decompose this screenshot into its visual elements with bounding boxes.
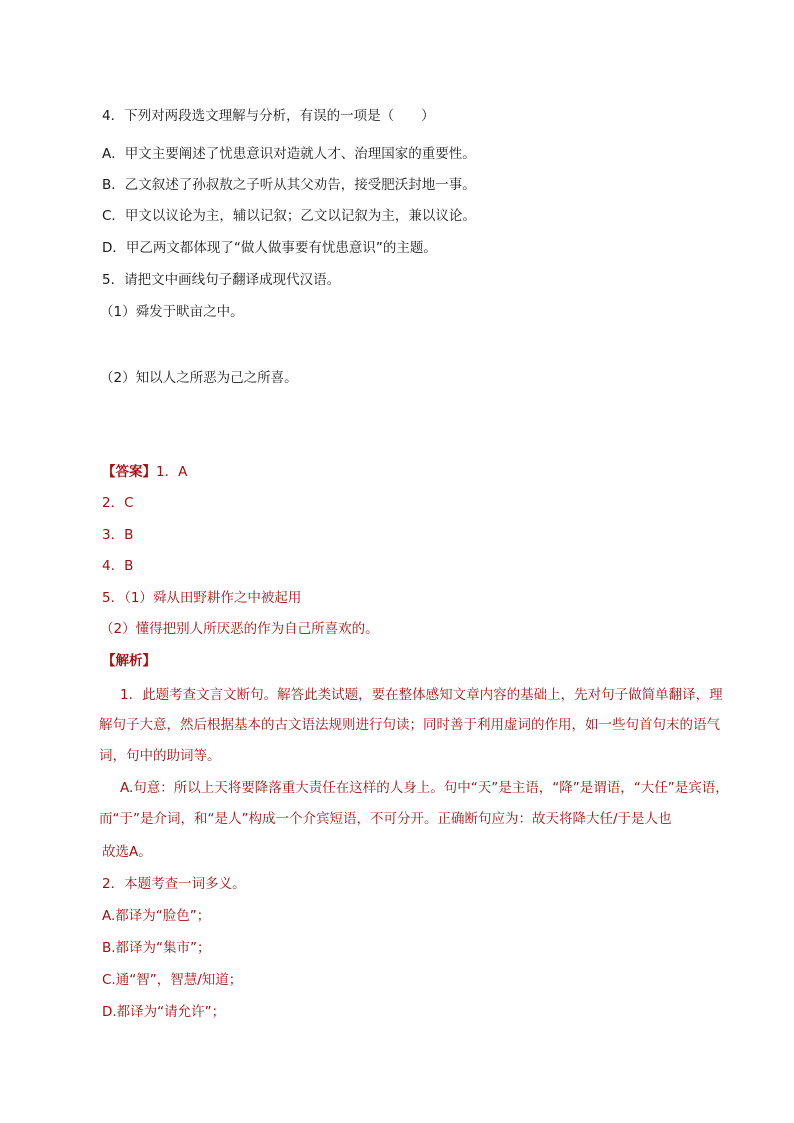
answer-label: 【答案】 [102,464,156,480]
analysis-p2-line-3: 故选A。 [102,844,152,860]
question-4-stem: 4．下列对两段选文理解与分析，有误的一项是（ ） [102,108,435,124]
answer-2: 2．C [102,495,134,511]
answer-line-1 [102,463,187,481]
answer-5-2: （2）懂得把别人所厌恶的作为自己所喜欢的。 [100,621,379,637]
analysis-p2-line-1: A.句意：所以上天将要降落重大责任在这样的人身上。句中“天”是主语，“降”是谓语，“大任”是宾语， [120,780,729,796]
answer-3: 3．B [102,527,134,543]
question-4-option-b: B．乙文叙述了孙叔敖之子听从其父劝告，接受肥沃封地一事。 [102,177,476,193]
answer-5-1: 5．（1）舜从田野耕作之中被起用 [102,590,302,606]
analysis-q2-option-d: D.都译为“请允许”； [102,1004,226,1020]
analysis-q2-option-c: C.通“智”，智慧/知道； [102,972,243,988]
analysis-q2-option-a: A.都译为“脸色”； [102,908,211,924]
analysis-p1-line-3: 词，句中的助词等。 [99,748,221,764]
answer-1: 1．A [156,464,188,480]
analysis-q2-stem: 2．本题考查一词多义。 [102,876,246,892]
answer-4: 4．B [102,558,134,574]
question-5-item-2: （2）知以人之所恶为己之所喜。 [100,370,298,386]
analysis-p2-line-2: 而“于”是介词，和“是人”构成一个介宾短语，不可分开。正确断句应为：故天将降大任/于是人也 [99,811,672,827]
analysis-q2-option-b: B.都译为“集市”； [102,940,211,956]
question-5-stem: 5．请把文中画线句子翻译成现代汉语。 [102,272,341,288]
question-4-option-a: A．甲文主要阐述了忧患意识对造就人才、治理国家的重要性。 [102,146,476,162]
question-4-option-d: D．甲乙两文都体现了“做人做事要有忧患意识”的主题。 [102,240,437,256]
analysis-p1-line-1: 1．此题考查文言文断句。解答此类试题，要在整体感知文章内容的基础上，先对句子做简单翻译，理 [120,687,723,703]
analysis-p1-line-2: 解句子大意，然后根据基本的古文语法规则进行句读；同时善于利用虚词的作用，如一些句首句末的语气 [99,717,720,733]
analysis-label: 【解析】 [102,653,156,669]
question-5-item-1: （1）舜发于畎亩之中。 [100,304,244,320]
question-4-option-c: C．甲文以议论为主，辅以记叙；乙文以记叙为主，兼以议论。 [102,208,476,224]
